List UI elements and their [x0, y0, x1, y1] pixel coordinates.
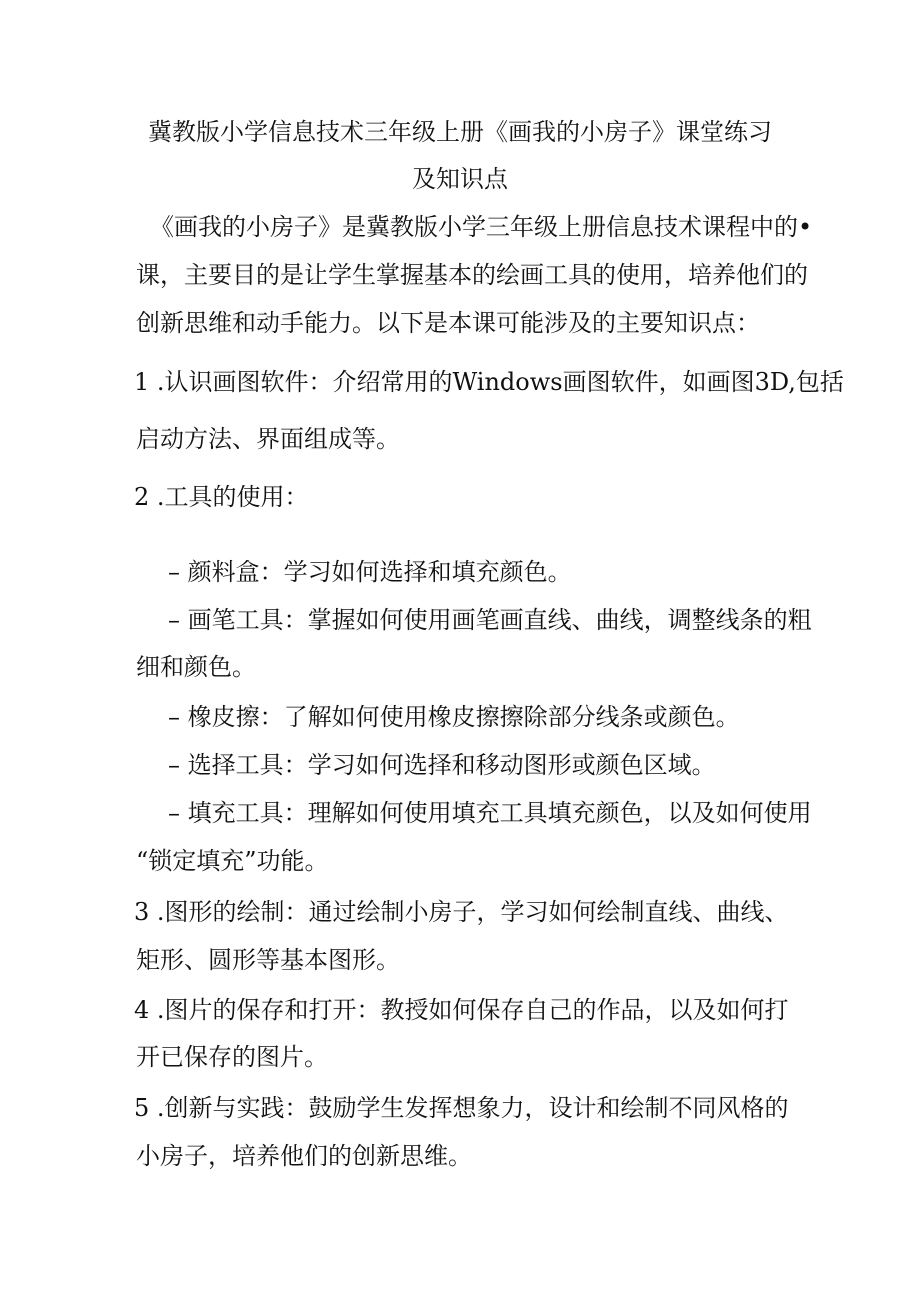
subitem-brush-line-1: – 画笔工具：掌握如何使用画笔画直线、曲线，调整线条的粗: [168, 606, 812, 634]
list-item-5-line-2: 小房子，培养他们的创新思维。: [136, 1142, 472, 1170]
intro-line-3: 创新思维和动手能力。以下是本课可能涉及的主要知识点：: [136, 309, 760, 337]
intro-line-1: 《画我的小房子》是冀教版小学三年级上册信息技术课程中的•: [150, 213, 813, 241]
list-item-3-line-1: 3 .图形的绘制：通过绘制小房子，学习如何绘制直线、曲线、: [134, 898, 789, 926]
subitem-fill-tool-line-2: “锁定填充”功能。: [136, 847, 329, 875]
subitem-pigment-box: – 颜料盒：学习如何选择和填充颜色。: [168, 558, 572, 586]
list-item-4-line-1: 4 .图片的保存和打开：教授如何保存自己的作品，以及如何打: [134, 996, 789, 1024]
list-item-4-line-2: 开已保存的图片。: [136, 1043, 328, 1071]
subitem-fill-tool-line-1: – 填充工具：理解如何使用填充工具填充颜色，以及如何使用: [168, 799, 812, 827]
subitem-select-tool: – 选择工具：学习如何选择和移动图形或颜色区域。: [168, 751, 716, 779]
subitem-brush-line-2: 细和颜色。: [136, 653, 256, 681]
list-item-5-line-1: 5 .创新与实践：鼓励学生发挥想象力，设计和绘制不同风格的: [134, 1094, 789, 1122]
document-title-line-1: 冀教版小学信息技术三年级上册《画我的小房子》课堂练习: [148, 118, 772, 146]
list-item-1-line-2: 启动方法、界面组成等。: [136, 425, 400, 453]
list-item-3-line-2: 矩形、圆形等基本图形。: [136, 946, 400, 974]
list-item-1-line-1: 1 .认识画图软件：介绍常用的Windows画图软件，如画图3D,包括: [134, 368, 844, 396]
subitem-eraser: – 橡皮擦：了解如何使用橡皮擦擦除部分线条或颜色。: [168, 703, 740, 731]
list-item-2-line-1: 2 .工具的使用：: [134, 483, 309, 511]
document-title-line-2: 及知识点: [412, 165, 508, 193]
intro-line-2: 课，主要目的是让学生掌握基本的绘画工具的使用，培养他们的: [136, 261, 808, 289]
